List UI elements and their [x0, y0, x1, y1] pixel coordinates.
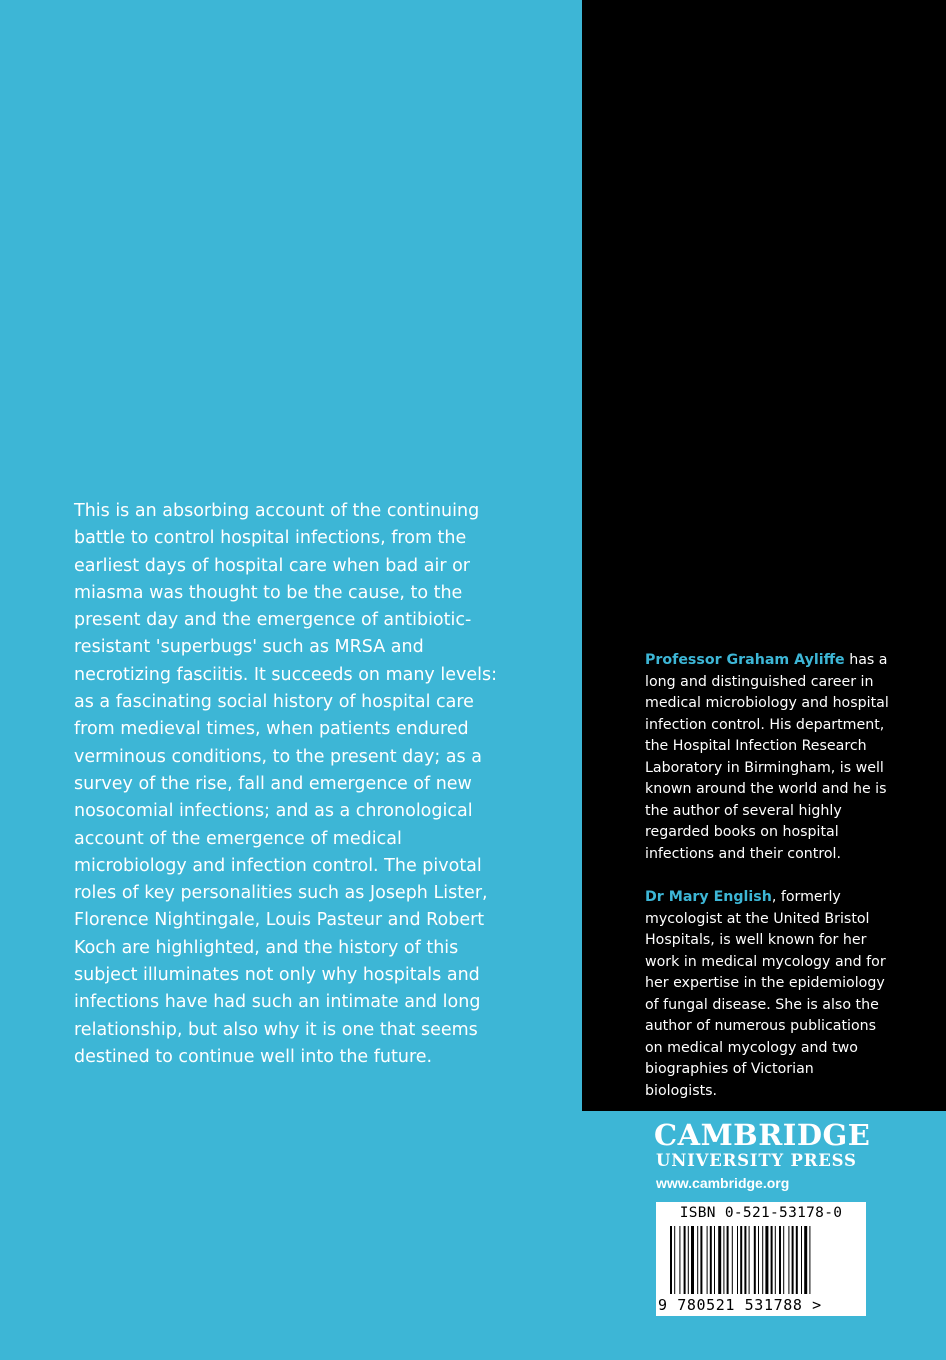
barcode-bars-icon — [656, 1226, 866, 1296]
publisher-subtitle: UNIVERSITY PRESS — [656, 1151, 857, 1170]
author-bio-english — [645, 887, 890, 1102]
author-name: Dr Mary English — [645, 889, 772, 905]
blurb-text-block — [74, 498, 514, 1071]
author-name: Professor Graham Ayliffe — [645, 652, 845, 668]
author-bio-text: , formerly mycologist at the United Bristol Hospitals, is well known for her work in medical mycology and for her expertise in the epidemiology of fungal disease. She is also the author of numerous publications on medical mycology and two biographies of Victorian biologists. — [645, 889, 886, 1099]
publisher-name: CAMBRIDGE — [654, 1118, 871, 1152]
isbn-number: ISBN 0-521-53178-0 — [679, 1205, 843, 1221]
blurb-paragraph: This is an absorbing account of the continuing battle to control hospital infections, from the earliest days of hospital care when bad air or miasma was thought to be the cause, to the present day and the emergence of antibiotic-resistant 'superbugs' such as MRSA and necrotizing fasciitis. It succeeds on many levels: as a fascinating social history of hospital care from medieval times, when patients endured verminous conditions, to the present day; as a survey of the rise, fall and emergence of new nosocomial infections; and as a chronological account of the emergence of medical microbiology and infection control. The pivotal roles of key personalities such as Joseph Lister, Florence Nightingale, Louis Pasteur and Robert Koch are highlighted, and the history of this subject illuminates not only why hospitals and infections have had such an intimate and long relationship, but also why it is one that seems destined to continue well into the future. — [74, 501, 497, 1067]
author-bio-ayliffe — [645, 650, 890, 865]
publisher-url[interactable]: www.cambridge.org — [656, 1175, 790, 1191]
isbn-barcode — [656, 1202, 866, 1316]
ean-digits: 9 780521 531788 > — [658, 1296, 822, 1314]
publisher-block — [654, 1120, 884, 1194]
author-bios — [645, 650, 890, 1124]
author-bio-text: has a long and distinguished career in medical microbiology and hospital infection control. His department, the Hospital Infection Research Laboratory in Birmingham, is well known around the world and he is the author of several highly regarded books on hospital infections and their control. — [645, 652, 889, 862]
